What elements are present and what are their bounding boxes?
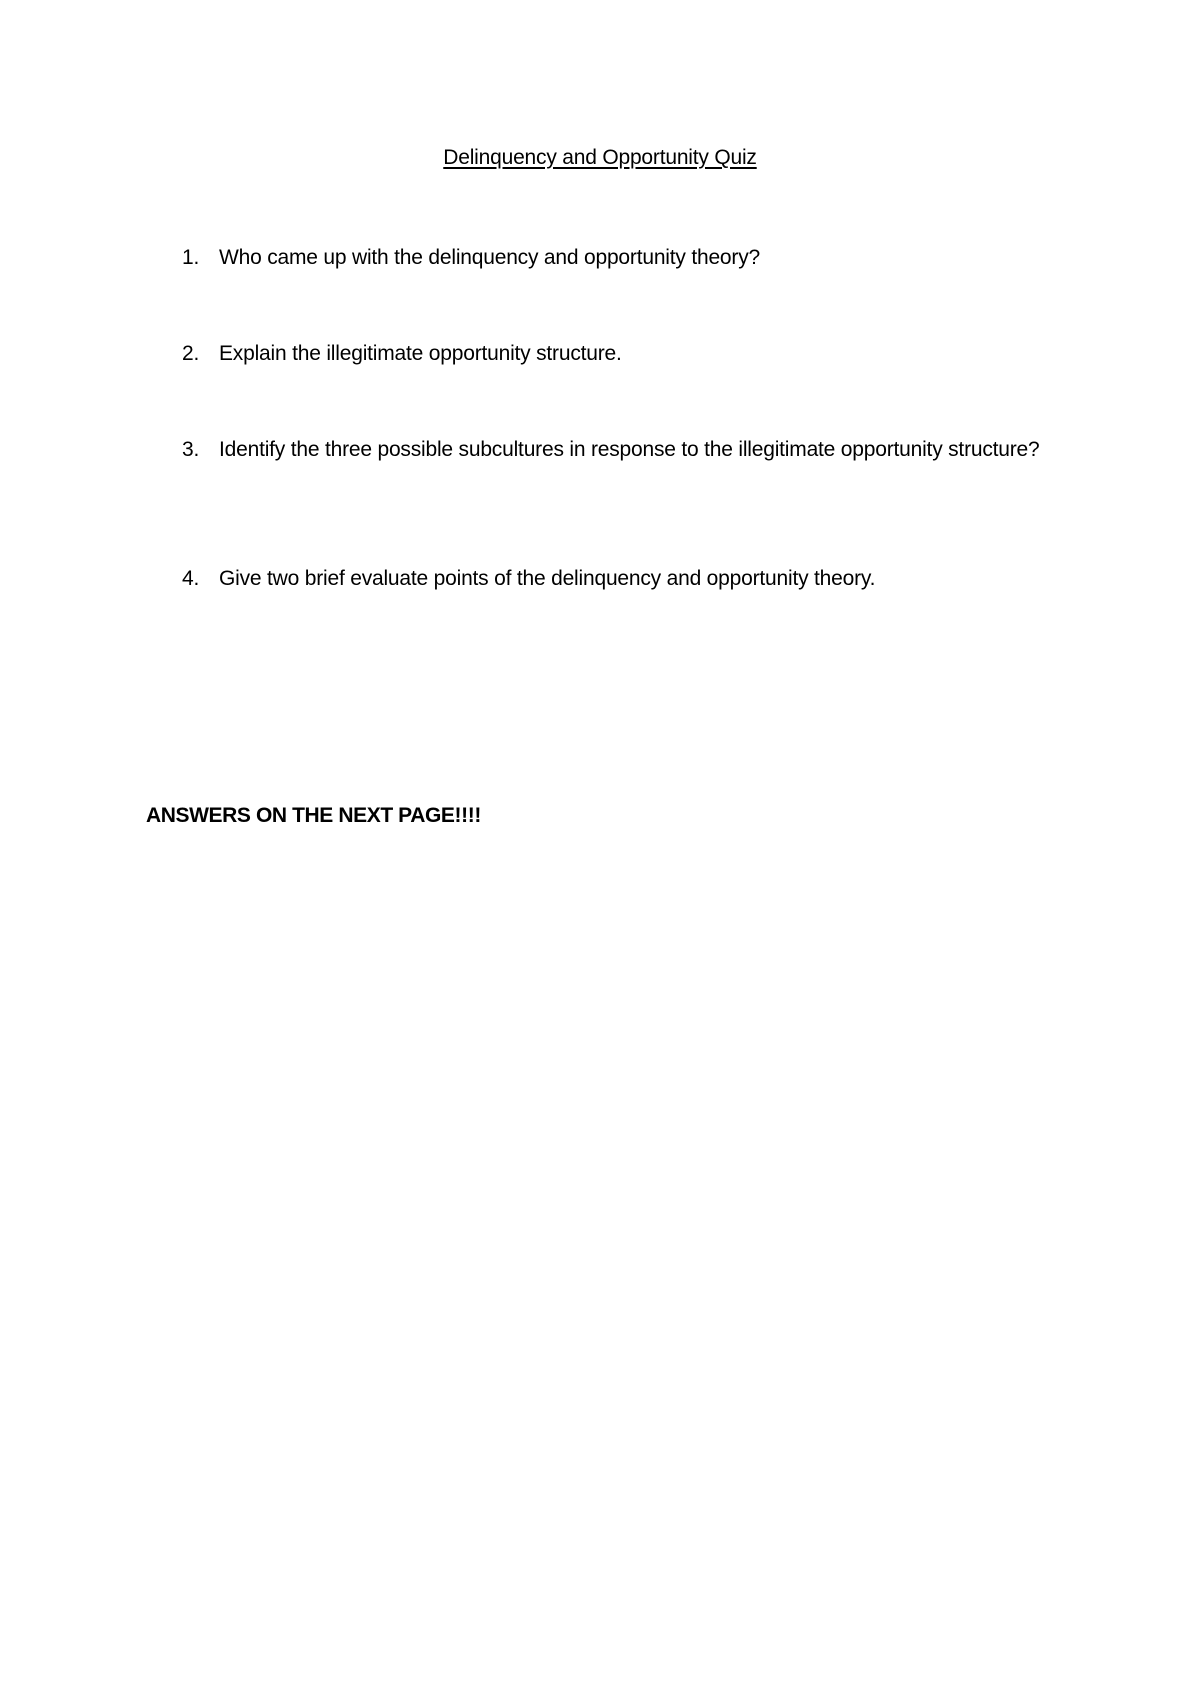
question-item bbox=[182, 242, 1062, 274]
answers-note: ANSWERS ON THE NEXT PAGE!!!! bbox=[146, 804, 481, 827]
question-item bbox=[182, 338, 1062, 370]
question-text: Explain the illegitimate opportunity structure. bbox=[219, 342, 622, 365]
question-number: 3. bbox=[182, 438, 200, 461]
question-text: Give two brief evaluate points of the delinquency and opportunity theory. bbox=[219, 567, 876, 590]
question-item bbox=[182, 434, 1062, 466]
question-text: Identify the three possible subcultures in response to the illegitimate opportunity structure? bbox=[219, 438, 1040, 461]
question-item bbox=[182, 563, 1062, 595]
question-number: 2. bbox=[182, 342, 200, 365]
quiz-title: Delinquency and Opportunity Quiz bbox=[443, 146, 757, 169]
question-number: 1. bbox=[182, 246, 200, 269]
question-text: Who came up with the delinquency and opportunity theory? bbox=[219, 246, 760, 269]
question-number: 4. bbox=[182, 567, 200, 590]
